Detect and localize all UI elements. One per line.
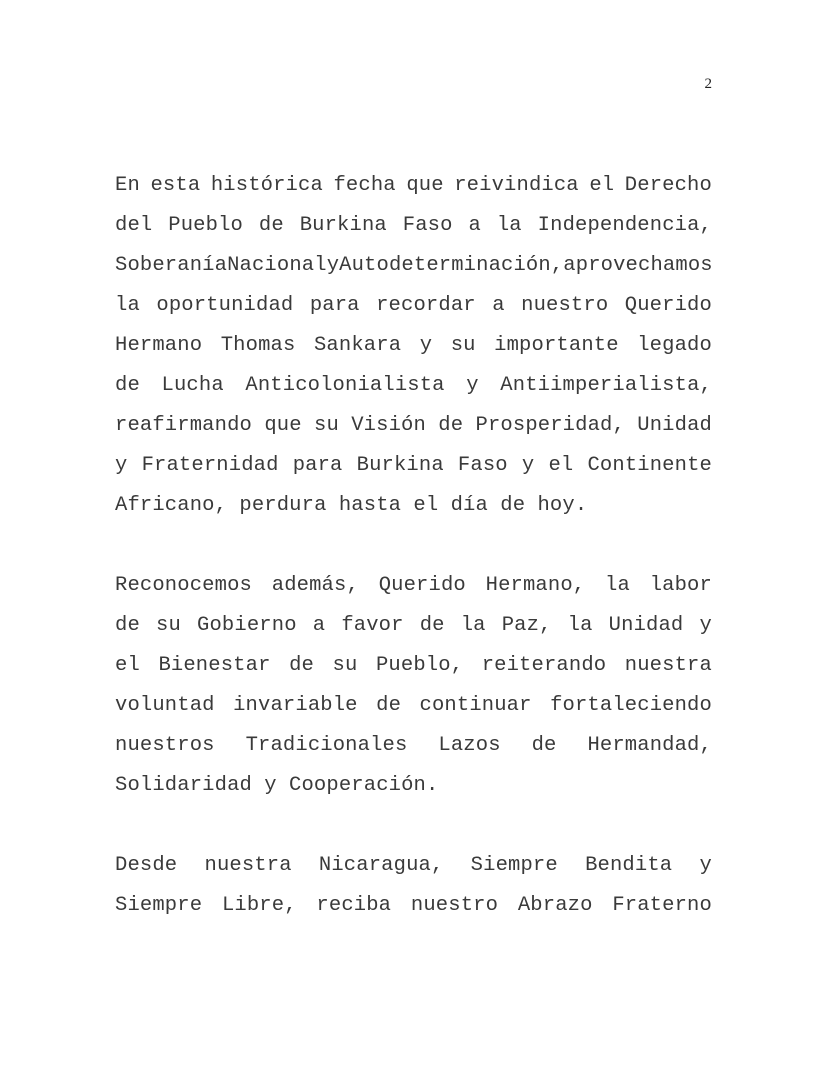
text-line: Hermano Thomas Sankara y su importante legado bbox=[115, 334, 712, 357]
text-line: Reconocemos además, Querido Hermano, la labor bbox=[115, 574, 712, 597]
page-number: 2 bbox=[704, 76, 712, 92]
text-line: el Bienestar de su Pueblo, reiterando nuestra bbox=[115, 654, 712, 677]
text-line: reafirmando que su Visión de Prosperidad, Unidad bbox=[115, 414, 712, 437]
text-line: del Pueblo de Burkina Faso a la Independencia, bbox=[115, 214, 712, 237]
text-line: Soberanía Nacional y Autodeterminación, aprovechamos bbox=[115, 254, 713, 277]
text-line: de su Gobierno a favor de la Paz, la Unidad y bbox=[115, 614, 712, 637]
paragraph-1 bbox=[115, 166, 712, 526]
text-line: de Lucha Anticolonialista y Antiimperialista, bbox=[115, 374, 712, 397]
paragraph-3 bbox=[115, 846, 712, 926]
text-line: voluntad invariable de continuar fortaleciendo bbox=[115, 694, 712, 717]
paragraph-2 bbox=[115, 566, 712, 806]
text-line: En esta histórica fecha que reivindica el Derecho bbox=[115, 174, 712, 197]
text-line: Solidaridad y Cooperación. bbox=[115, 774, 439, 797]
text-line: la oportunidad para recordar a nuestro Querido bbox=[115, 294, 712, 317]
text-line: nuestros Tradicionales Lazos de Hermandad, bbox=[115, 734, 712, 757]
text-line: Africano, perdura hasta el día de hoy. bbox=[115, 494, 588, 517]
text-line: y Fraternidad para Burkina Faso y el Continente bbox=[115, 454, 712, 477]
text-line: Desde nuestra Nicaragua, Siempre Bendita y bbox=[115, 854, 712, 877]
text-line: Siempre Libre, reciba nuestro Abrazo Fraterno bbox=[115, 894, 712, 917]
